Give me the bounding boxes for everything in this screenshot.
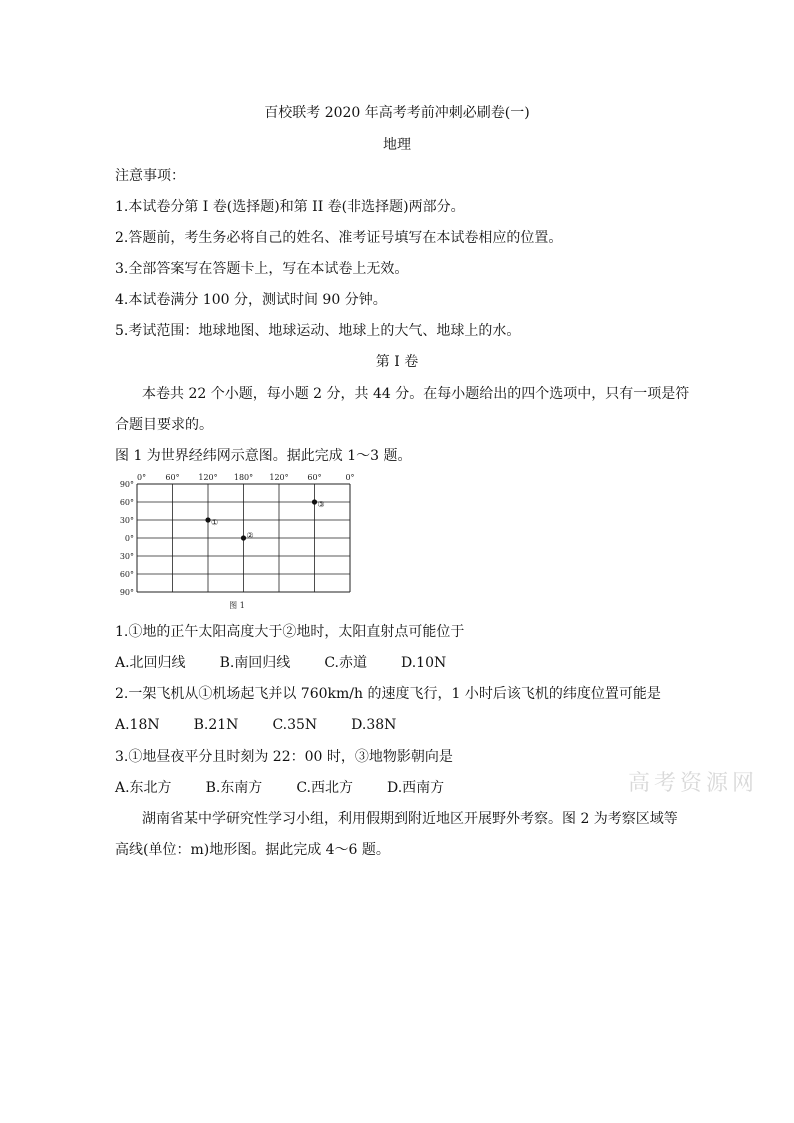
notice-item: 2.答题前，考生务必将自己的姓名、准考证号填写在本试卷相应的位置。 (115, 230, 563, 246)
point-label: ① (211, 518, 219, 527)
longitude-label: 180° (233, 473, 254, 482)
world-graticule-figure (112, 472, 362, 616)
option-row (115, 716, 430, 734)
passage-text: 湖南省某中学研究性学习小组，利用假期到附近地区开展野外考察。图 2 为考察区域等 (142, 811, 678, 827)
longitude-label: 0° (345, 473, 355, 482)
latitude-label: 60° (119, 498, 134, 507)
longitude-label: 60° (307, 473, 322, 482)
notice-item: 3.全部答案写在答题卡上，写在本试卷上无效。 (115, 261, 409, 277)
notice-item: 1.本试卷分第 I 卷(选择题)和第 II 卷(非选择题)两部分。 (115, 199, 465, 215)
answer-option[interactable]: D.西南方 (386, 780, 445, 796)
notice-heading: 注意事项： (115, 168, 185, 184)
latitude-label: 30° (119, 552, 134, 561)
part1-instructions: 本卷共 22 个小题，每小题 2 分，共 44 分。在每小题给出的四个选项中，只有一项是符 (142, 386, 690, 402)
latitude-label: 0° (124, 534, 134, 543)
notice-item: 4.本试卷满分 100 分，测试时间 90 分钟。 (115, 292, 387, 308)
figure1-intro: 图 1 为世界经纬网示意图。据此完成 1～3 题。 (115, 448, 412, 464)
latitude-label: 30° (119, 516, 134, 525)
longitude-label: 120° (198, 473, 218, 482)
subject-title: 地理 (383, 137, 411, 153)
option-row (115, 654, 480, 672)
question-stem: 1.①地的正午太阳高度大于②地时，太阳直射点可能位于 (115, 624, 465, 640)
answer-option[interactable]: C.西北方 (296, 780, 353, 796)
longitude-label: 120° (269, 473, 289, 482)
latitude-label: 90° (119, 480, 134, 489)
question-stem: 3.①地昼夜平分且时刻为 22：00 时，③地物影朝向是 (115, 749, 453, 765)
question-stem: 2.一架飞机从①机场起飞并以 760km/h 的速度飞行，1 小时后该飞机的纬度位置可能是 (115, 686, 661, 702)
passage-text: 高线(单位：m)地形图。据此完成 4～6 题。 (115, 842, 390, 858)
answer-option[interactable]: A.东北方 (115, 780, 172, 796)
figure-caption: 图 1 (229, 601, 245, 610)
latitude-label: 60° (119, 570, 134, 579)
answer-option[interactable]: A.北回归线 (115, 655, 186, 671)
point-label: ③ (317, 500, 325, 509)
watermark-logo: 高考资源网 (628, 771, 759, 796)
latitude-label: 90° (119, 588, 134, 597)
exam-title: 百校联考 2020 年高考考前冲刺必刷卷(一) (264, 105, 530, 121)
answer-option[interactable]: B.南回归线 (219, 655, 291, 671)
answer-option[interactable]: D.10N (400, 655, 447, 671)
answer-option[interactable]: C.35N (272, 717, 318, 733)
answer-option[interactable]: B.东南方 (205, 780, 263, 796)
part1-instructions: 合题目要求的。 (115, 417, 213, 433)
part1-heading: 第 I 卷 (375, 354, 419, 370)
location-point (241, 535, 246, 540)
notice-item: 5.考试范围：地球地图、地球运动、地球上的大气、地球上的水。 (115, 323, 521, 339)
location-point (205, 517, 210, 522)
longitude-label: 0° (137, 473, 147, 482)
answer-option[interactable]: C.赤道 (324, 655, 367, 671)
longitude-label: 60° (165, 473, 180, 482)
point-label: ② (246, 531, 254, 540)
location-point (312, 499, 317, 504)
answer-option[interactable]: D.38N (351, 717, 397, 733)
answer-option[interactable]: B.21N (193, 717, 239, 733)
answer-option[interactable]: A.18N (115, 717, 160, 733)
option-row (115, 779, 478, 797)
